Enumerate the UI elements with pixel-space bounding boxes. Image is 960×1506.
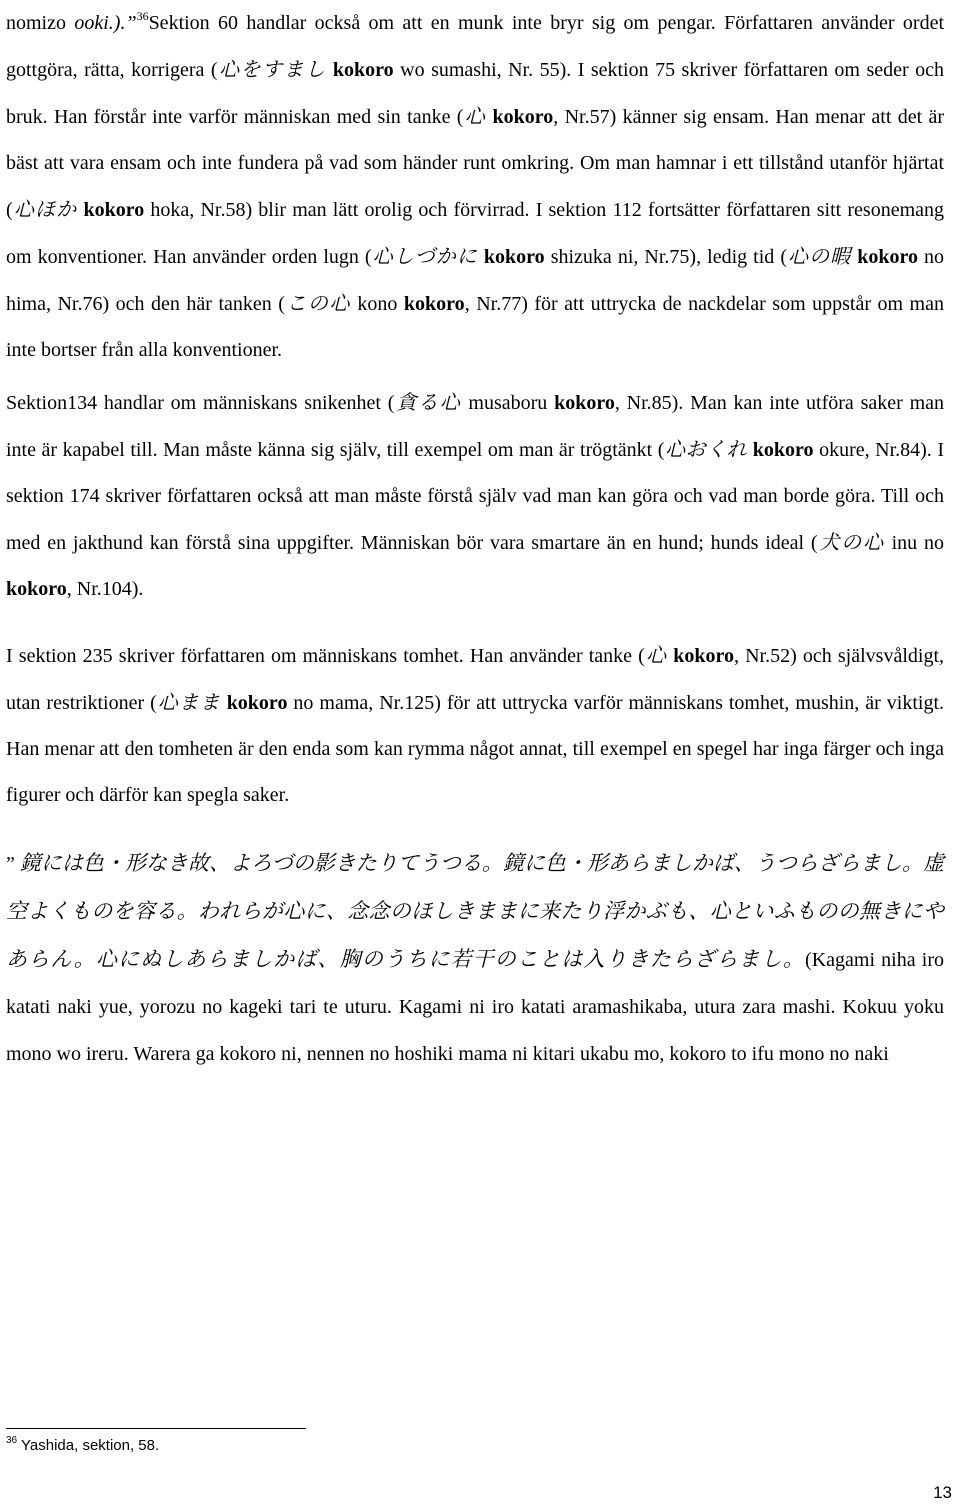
text-run: , Nr.77) för att uttrycka de nackdelar som uppstår om man inte bortser från alla konventioner. — [6, 293, 944, 361]
kokoro-term: kokoro — [857, 246, 918, 268]
kokoro-term: kokoro — [492, 106, 554, 128]
text-run: Sektion134 handlar om människans snikenhet ( — [6, 392, 395, 414]
text-run: no mama, Nr.125) för att uttrycka varför människans tomhet, mushin, är viktigt. Han menar att den tomheten är den enda som kan rymma något annat, till exempel en spegel har inga färger och inga figurer och därför kan spegla saker. — [6, 692, 945, 806]
paragraph-3 — [6, 632, 944, 818]
text-run: Sektion 60 handlar också om att en munk inte bryr sig om pengar. Författaren använder ordet gottgöra, rätta, korrigera ( — [6, 12, 944, 81]
kokoro-term: kokoro — [673, 645, 734, 667]
text-run: ” — [6, 853, 20, 875]
body-text — [6, 0, 944, 1078]
text-run: wo sumashi, Nr. 55). I sektion 75 skriver författaren om seder och bruk. Han förstår inte varför människan med sin tanke ( — [6, 59, 945, 128]
text-run: inu no — [884, 532, 944, 554]
text-run: hoka, Nr.58) blir man lätt orolig och förvirrad. I sektion 112 fortsätter författaren sitt resonemang om konventioner. Han använder orden lugn ( — [6, 199, 945, 268]
japanese-term: 犬の心 — [817, 530, 885, 554]
japanese-term: 心まま — [156, 690, 221, 714]
text-run: ” — [125, 12, 137, 34]
japanese-term: 心をすまし — [217, 57, 327, 81]
japanese-quote: 鏡には色・形なき故、よろづの影きたりてうつる。鏡に色・形あらましかば、うつらざらまし。虚空よくものを容る。われらが心に、念念のほしきままに来たり浮かぶも、心といふものの無きにやあらん。心にぬしあらましかば、胸のうちに若干のことは入りきたらざらまし。 — [6, 851, 944, 971]
kokoro-term: kokoro — [226, 692, 288, 714]
text-run: I sektion 235 skriver författaren om människans tomhet. Han använder tanke ( — [6, 645, 645, 667]
kokoro-term: kokoro — [83, 199, 145, 221]
footnote-number: 36 — [6, 1435, 18, 1446]
footnote-ref[interactable]: 36 — [136, 9, 149, 23]
quote-paragraph — [6, 840, 944, 1078]
japanese-term: 心おくれ — [664, 437, 748, 461]
text-run: , Nr.57) känner sig ensam. Han menar att det är bäst att vara ensam och inte fundera på vad som händer runt omkring. Om man hamnar i ett tillstånd utanför hjärtat ( — [6, 106, 945, 221]
footnote-divider — [6, 1428, 306, 1429]
footnote — [6, 1436, 159, 1456]
text-run: , Nr.104). — [66, 578, 144, 600]
paragraph-1 — [6, 0, 944, 373]
text-run: , Nr.85). Man kan inte utföra saker man inte är kapabel till. Man måste känna sig själv, till exempel om man är trögtänkt ( — [6, 392, 945, 461]
kokoro-term: kokoro — [6, 578, 67, 600]
japanese-term: 心 — [463, 104, 487, 128]
text-run: , Nr.52) och självsvåldigt, utan restriktioner ( — [6, 645, 944, 714]
japanese-term: 心しづかに — [371, 244, 478, 268]
kokoro-term: kokoro — [554, 392, 615, 414]
romanized-quote: (Kagami niha iro katati naki yue, yorozu no kageki tari te uturu. Kagami ni iro katati aramashikaba, utura zara mashi. Kokuu yoku mono wo ireru. Warera ga kokoro ni, nennen no hoshiki mama ni kitari ukabu mo, kokoro to ifu mono no naki — [6, 949, 944, 1065]
japanese-term: 心 — [644, 643, 668, 667]
text-run: no hima, Nr.76) och den här tanken ( — [6, 246, 945, 315]
paragraph-2 — [6, 379, 944, 612]
text-run: musaboru — [461, 392, 555, 414]
text-run: ooki.). — [74, 12, 126, 34]
japanese-term: 貪る心 — [394, 390, 462, 414]
page-number: 13 — [933, 1483, 952, 1502]
kokoro-term: kokoro — [332, 59, 394, 81]
japanese-term: 心ほか — [12, 197, 78, 221]
footnote-text: Yashida, sektion, 58. — [17, 1437, 160, 1454]
text-run: shizuka ni, Nr.75), ledig tid ( — [544, 246, 787, 268]
text-run: kono — [350, 293, 404, 315]
kokoro-term: kokoro — [483, 246, 545, 268]
text-run: okure, Nr.84). I sektion 174 skriver författaren också att man måste förstå själv vad man kan göra och vad man borde göra. Till och med en jakthund kan förstå sina uppgifter. Människan bör vara smartare än en hund; hunds ideal ( — [6, 439, 945, 554]
japanese-term: この心 — [284, 291, 351, 315]
text-run: nomizo — [6, 12, 75, 34]
japanese-term: 心の暇 — [786, 244, 852, 268]
kokoro-term: kokoro — [752, 439, 814, 461]
kokoro-term: kokoro — [403, 293, 465, 315]
